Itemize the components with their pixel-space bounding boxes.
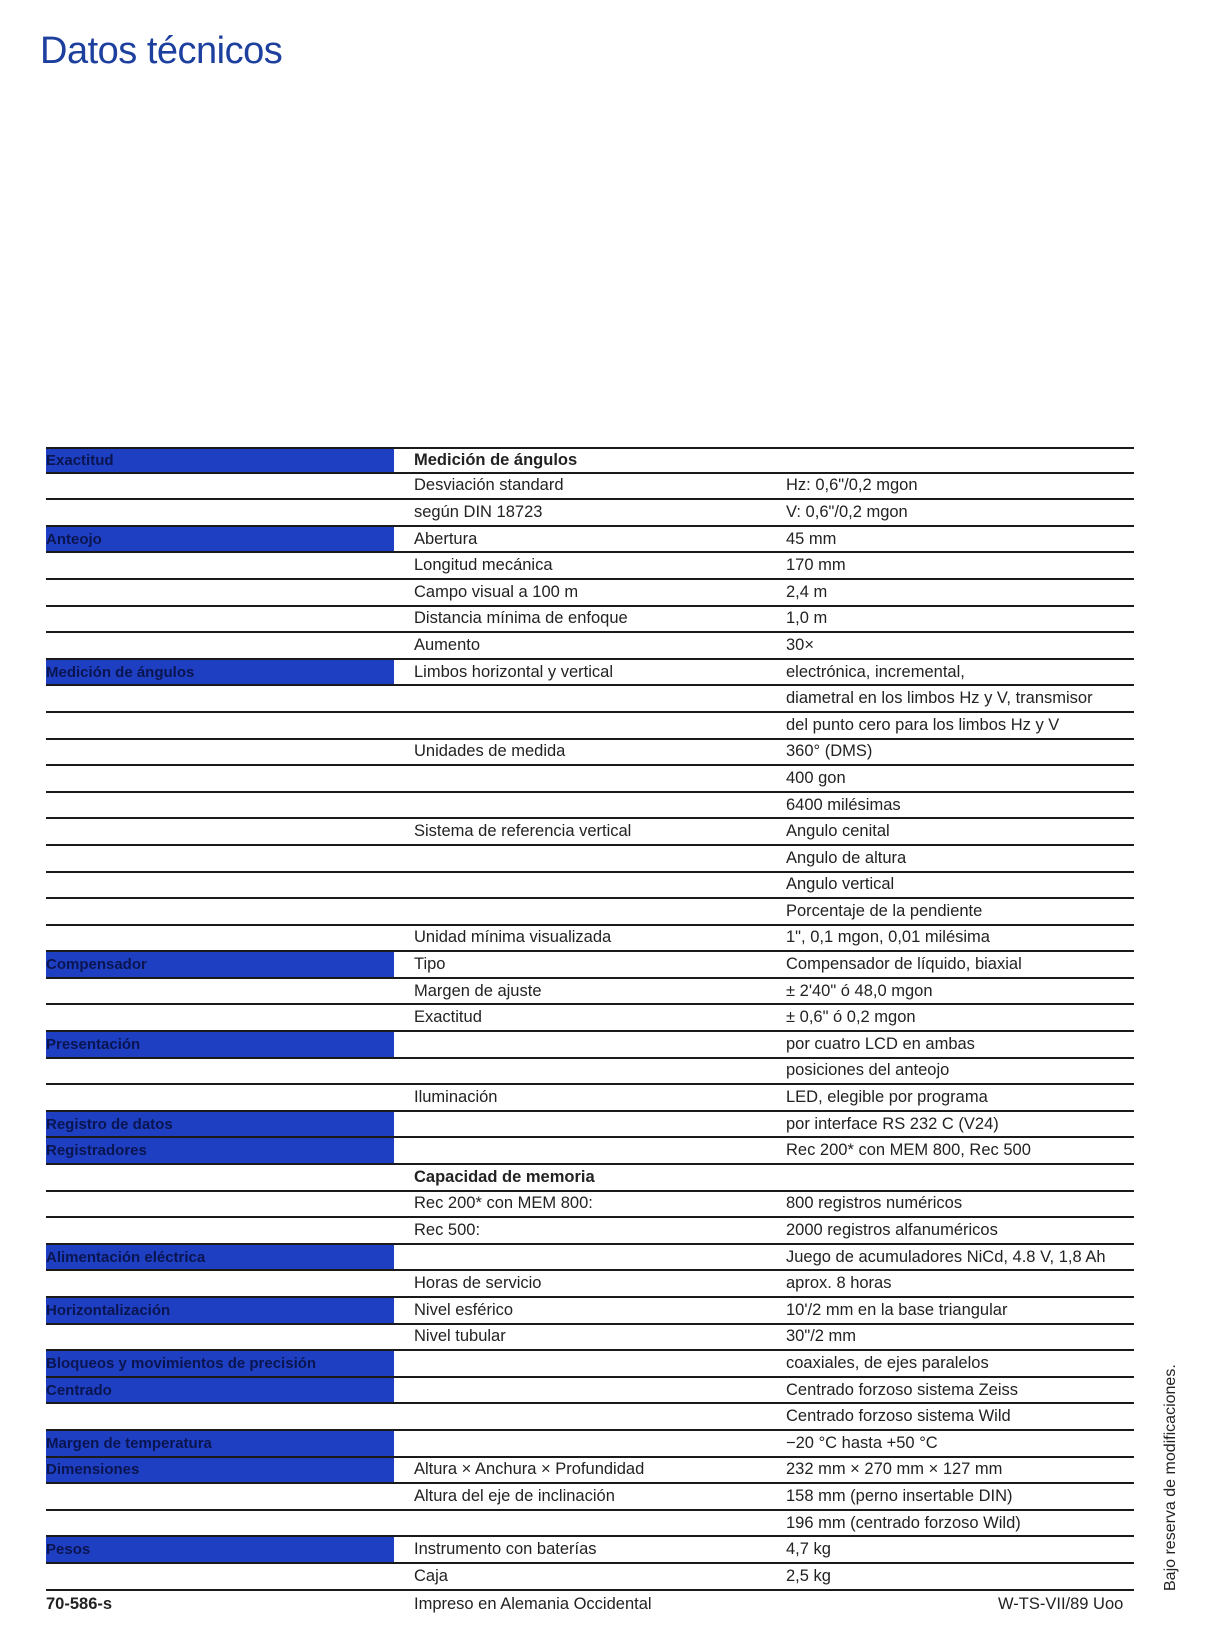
spec-row	[46, 447, 1134, 474]
spec-row	[46, 1085, 1134, 1112]
spec-row	[46, 1112, 1134, 1139]
category-empty	[46, 793, 394, 818]
parameter-label	[414, 1431, 786, 1456]
document-code: 70-586-s	[46, 1595, 113, 1613]
parameter-value: 10'/2 mm en la base triangular	[786, 1300, 1008, 1319]
category-empty	[46, 1404, 394, 1429]
parameter-value: Angulo cenital	[786, 822, 890, 841]
category-label: Medición de ángulos	[46, 660, 394, 685]
parameter-label	[414, 1404, 786, 1429]
printed-note: Impreso en Alemania Occidental	[414, 1595, 652, 1613]
category-empty	[46, 607, 394, 632]
parameter-label: Altura del eje de inclinación	[414, 1486, 615, 1505]
category-empty	[46, 713, 394, 738]
parameter-label: Horas de servicio	[414, 1274, 542, 1293]
parameter-label	[414, 1138, 786, 1163]
category-empty	[46, 633, 394, 658]
spec-row	[46, 553, 1134, 580]
category-empty	[46, 553, 394, 578]
parameter-value: electrónica, incremental,	[786, 662, 965, 681]
spec-row	[46, 607, 1134, 634]
parameter-label: Caja	[414, 1566, 448, 1585]
parameter-value: Hz: 0,6"/0,2 mgon	[786, 476, 918, 495]
spec-row	[46, 819, 1134, 846]
parameter-value: 30"/2 mm	[786, 1327, 857, 1346]
page-title: Datos técnicos	[40, 30, 283, 72]
parameter-value: 2000 registros alfanuméricos	[786, 1221, 998, 1240]
spec-row	[46, 1378, 1134, 1405]
parameter-value: 400 gon	[786, 768, 846, 787]
category-empty	[46, 1165, 394, 1190]
parameter-value: ± 2'40" ó 48,0 mgon	[786, 981, 933, 1000]
parameter-label: Distancia mínima de enfoque	[414, 609, 628, 628]
parameter-label	[414, 1059, 786, 1084]
parameter-value: 6400 milésimas	[786, 795, 901, 814]
parameter-label: Altura × Anchura × Profundidad	[414, 1460, 645, 1479]
parameter-value: diametral en los limbos Hz y V, transmisor	[786, 689, 1093, 708]
spec-row	[46, 1005, 1134, 1032]
parameter-label	[414, 1378, 786, 1403]
parameter-label: Margen de ajuste	[414, 981, 542, 1000]
parameter-label: Unidades de medida	[414, 742, 566, 761]
category-label: Margen de temperatura	[46, 1431, 394, 1456]
parameter-value: Porcentaje de la pendiente	[786, 901, 983, 920]
parameter-value: Rec 200* con MEM 800, Rec 500	[786, 1141, 1031, 1160]
category-label: Registradores	[46, 1138, 394, 1163]
category-label: Dimensiones	[46, 1458, 394, 1483]
category-empty	[46, 979, 394, 1004]
spec-row	[46, 952, 1134, 979]
category-label: Horizontalización	[46, 1298, 394, 1323]
category-empty	[46, 1325, 394, 1350]
category-empty	[46, 474, 394, 499]
spec-row	[46, 846, 1134, 873]
parameter-value: 4,7 kg	[786, 1540, 831, 1559]
parameter-label: Unidad mínima visualizada	[414, 928, 612, 947]
spec-row	[46, 1298, 1134, 1325]
parameter-label	[414, 1511, 786, 1536]
spec-row	[46, 1404, 1134, 1431]
category-empty	[46, 686, 394, 711]
spec-row	[46, 1458, 1134, 1485]
category-label: Compensador	[46, 952, 394, 977]
parameter-value	[786, 449, 1134, 472]
parameter-value: 196 mm (centrado forzoso Wild)	[786, 1513, 1021, 1532]
parameter-label: Campo visual a 100 m	[414, 582, 579, 601]
category-empty	[46, 1059, 394, 1084]
parameter-value: Juego de acumuladores NiCd, 4.8 V, 1,8 Ah	[786, 1247, 1106, 1266]
spec-row	[46, 686, 1134, 713]
spec-row	[46, 766, 1134, 793]
parameter-value: 170 mm	[786, 556, 846, 575]
spec-row	[46, 1271, 1134, 1298]
category-empty	[46, 1271, 394, 1296]
spec-row	[46, 1218, 1134, 1245]
category-empty	[46, 819, 394, 844]
category-label: Pesos	[46, 1537, 394, 1562]
parameter-value: Centrado forzoso sistema Wild	[786, 1407, 1011, 1426]
parameter-label: Instrumento con baterías	[414, 1540, 597, 1559]
parameter-label: Tipo	[414, 955, 446, 974]
parameter-label	[414, 1032, 786, 1057]
parameter-label	[414, 873, 786, 898]
parameter-value: aprox. 8 horas	[786, 1274, 892, 1293]
parameter-value: 30×	[786, 635, 814, 654]
parameter-value: 158 mm (perno insertable DIN)	[786, 1486, 1013, 1505]
spec-row	[46, 873, 1134, 900]
parameter-value: ± 0,6" ó 0,2 mgon	[786, 1008, 916, 1027]
category-empty	[46, 846, 394, 871]
parameter-label: Nivel esférico	[414, 1300, 514, 1319]
category-empty	[46, 899, 394, 924]
category-label: Exactitud	[46, 449, 394, 472]
spec-row	[46, 1245, 1134, 1272]
parameter-value: −20 °C hasta +50 °C	[786, 1433, 938, 1452]
parameter-value: del punto cero para los limbos Hz y V	[786, 715, 1060, 734]
parameter-value: 232 mm × 270 mm × 127 mm	[786, 1460, 1003, 1479]
category-empty	[46, 926, 394, 951]
spec-row	[46, 899, 1134, 926]
parameter-value: 800 registros numéricos	[786, 1194, 963, 1213]
parameter-value: por cuatro LCD en ambas	[786, 1034, 975, 1053]
parameter-value: LED, elegible por programa	[786, 1088, 988, 1107]
spec-row	[46, 500, 1134, 527]
parameter-label	[414, 686, 786, 711]
category-empty	[46, 740, 394, 765]
parameter-label: Rec 200* con MEM 800:	[414, 1194, 593, 1213]
category-empty	[46, 766, 394, 791]
spec-row	[46, 527, 1134, 554]
parameter-label: Desviación standard	[414, 476, 564, 495]
parameter-value: coaxiales, de ejes paralelos	[786, 1353, 989, 1372]
spec-row	[46, 926, 1134, 953]
parameter-label	[414, 713, 786, 738]
category-empty	[46, 500, 394, 525]
parameter-label	[414, 766, 786, 791]
spec-row	[46, 1484, 1134, 1511]
spec-row	[46, 1325, 1134, 1352]
spec-row	[46, 793, 1134, 820]
spec-row	[46, 1165, 1134, 1192]
parameter-label: Exactitud	[414, 1008, 482, 1027]
category-empty	[46, 1005, 394, 1030]
parameter-label: según DIN 18723	[414, 502, 543, 521]
reference-code: W-TS-VII/89 Uoo	[998, 1595, 1124, 1613]
category-empty	[46, 1564, 394, 1589]
spec-row	[46, 1059, 1134, 1086]
spec-row	[46, 1192, 1134, 1219]
category-empty	[46, 580, 394, 605]
parameter-value: Angulo de altura	[786, 848, 907, 867]
parameter-label	[414, 1351, 786, 1376]
parameter-label: Sistema de referencia vertical	[414, 822, 632, 841]
spec-row	[46, 1138, 1134, 1165]
parameter-value: posiciones del anteojo	[786, 1061, 950, 1080]
parameter-label: Rec 500:	[414, 1221, 481, 1240]
parameter-value: Centrado forzoso sistema Zeiss	[786, 1380, 1019, 1399]
category-label: Presentación	[46, 1032, 394, 1057]
parameter-label: Abertura	[414, 529, 478, 548]
category-label: Alimentación eléctrica	[46, 1245, 394, 1270]
parameter-label: Nivel tubular	[414, 1327, 506, 1346]
spec-row	[46, 660, 1134, 687]
parameter-label: Aumento	[414, 635, 481, 654]
side-note: Bajo reserva de modificaciones.	[1162, 1364, 1179, 1591]
parameter-label	[414, 793, 786, 818]
category-empty	[46, 1192, 394, 1217]
category-label: Anteojo	[46, 527, 394, 552]
parameter-value: 1,0 m	[786, 609, 828, 628]
section-heading: Medición de ángulos	[414, 450, 578, 469]
parameter-label	[414, 846, 786, 871]
spec-row	[46, 979, 1134, 1006]
category-label: Bloqueos y movimientos de precisión	[46, 1351, 394, 1376]
category-empty	[46, 1511, 394, 1536]
parameter-label: Longitud mecánica	[414, 556, 553, 575]
parameter-value: 1", 0,1 mgon, 0,01 milésima	[786, 928, 990, 947]
spec-row	[46, 1564, 1134, 1591]
spec-row	[46, 713, 1134, 740]
parameter-label	[414, 1245, 786, 1270]
parameter-value: Angulo vertical	[786, 875, 895, 894]
spec-row	[46, 1351, 1134, 1378]
category-empty	[46, 1085, 394, 1110]
category-label: Centrado	[46, 1378, 394, 1403]
parameter-label: Limbos horizontal y vertical	[414, 662, 613, 681]
spec-row	[46, 1537, 1134, 1564]
spec-row	[46, 1431, 1134, 1458]
spec-row	[46, 633, 1134, 660]
category-empty	[46, 1484, 394, 1509]
spec-row	[46, 1511, 1134, 1538]
parameter-value: 45 mm	[786, 529, 837, 548]
spec-row	[46, 580, 1134, 607]
parameter-label	[414, 1112, 786, 1137]
parameter-value: 2,5 kg	[786, 1566, 831, 1585]
parameter-value	[786, 1165, 1134, 1190]
category-empty	[46, 1218, 394, 1243]
parameter-label	[414, 899, 786, 924]
spec-row	[46, 1032, 1134, 1059]
parameter-value: V: 0,6"/0,2 mgon	[786, 502, 908, 521]
category-label: Registro de datos	[46, 1112, 394, 1137]
parameter-value: 2,4 m	[786, 582, 828, 601]
parameter-value: Compensador de líquido, biaxial	[786, 955, 1022, 974]
parameter-value: 360° (DMS)	[786, 742, 873, 761]
spec-row	[46, 740, 1134, 767]
parameter-label: Iluminación	[414, 1088, 498, 1107]
spec-row	[46, 474, 1134, 501]
parameter-value: por interface RS 232 C (V24)	[786, 1114, 999, 1133]
section-heading: Capacidad de memoria	[414, 1167, 595, 1186]
category-empty	[46, 873, 394, 898]
spec-table	[46, 447, 1134, 1591]
